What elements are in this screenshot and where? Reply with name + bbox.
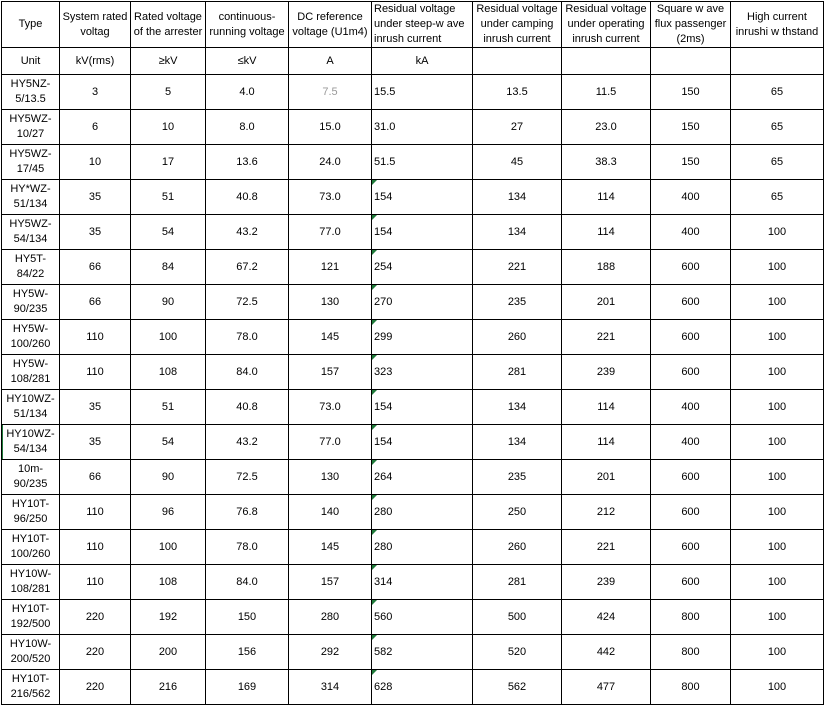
table-row: [2, 75, 824, 110]
unit-cell: [473, 48, 562, 75]
value-cell: 188: [562, 250, 651, 285]
type-cell: HY10WZ-51/134: [2, 390, 60, 425]
header-cell: continuous-running voltage: [206, 2, 289, 48]
value-cell: 10: [131, 110, 206, 145]
unit-cell: ≤kV: [206, 48, 289, 75]
value-cell: 43.2: [206, 215, 289, 250]
value-cell: 280: [372, 495, 473, 530]
value-cell: 130: [289, 460, 372, 495]
value-cell: 84.0: [206, 355, 289, 390]
table-row: [2, 530, 824, 565]
value-cell: 157: [289, 565, 372, 600]
value-cell: 23.0: [562, 110, 651, 145]
value-cell: 220: [60, 600, 131, 635]
value-cell: 154: [372, 425, 473, 460]
value-cell: 51: [131, 180, 206, 215]
value-cell: 110: [60, 355, 131, 390]
value-cell: 51: [131, 390, 206, 425]
value-cell: 100: [731, 355, 824, 390]
value-cell: 281: [473, 355, 562, 390]
value-cell: 78.0: [206, 320, 289, 355]
value-cell: 134: [473, 390, 562, 425]
value-cell: 6: [60, 110, 131, 145]
value-cell: 100: [731, 285, 824, 320]
header-cell: Rated voltage of the arrester: [131, 2, 206, 48]
table-row: [2, 670, 824, 705]
value-cell: 442: [562, 635, 651, 670]
value-cell: 254: [372, 250, 473, 285]
value-cell: 221: [473, 250, 562, 285]
header-cell: Residual voltage under operating inrush current: [562, 2, 651, 48]
value-cell: 582: [372, 635, 473, 670]
value-cell: 100: [731, 215, 824, 250]
type-cell: HY5WZ-17/45: [2, 145, 60, 180]
unit-cell: kV(rms): [60, 48, 131, 75]
value-cell: 100: [731, 565, 824, 600]
table-row: [2, 600, 824, 635]
value-cell: 11.5: [562, 75, 651, 110]
value-cell: 72.5: [206, 460, 289, 495]
table-row: [2, 460, 824, 495]
value-cell: 5: [131, 75, 206, 110]
table-row: [2, 495, 824, 530]
value-cell: 156: [206, 635, 289, 670]
value-cell: 212: [562, 495, 651, 530]
value-cell: 134: [473, 215, 562, 250]
value-cell: 150: [651, 145, 731, 180]
value-cell: 40.8: [206, 180, 289, 215]
value-cell: 76.8: [206, 495, 289, 530]
value-cell: 314: [289, 670, 372, 705]
value-cell: 40.8: [206, 390, 289, 425]
value-cell: 8.0: [206, 110, 289, 145]
table-row: [2, 180, 824, 215]
value-cell: 110: [60, 495, 131, 530]
value-cell: 260: [473, 530, 562, 565]
value-cell: 13.6: [206, 145, 289, 180]
unit-cell: [731, 48, 824, 75]
value-cell: 100: [731, 250, 824, 285]
value-cell: 100: [731, 425, 824, 460]
value-cell: 100: [731, 670, 824, 705]
value-cell: 27: [473, 110, 562, 145]
value-cell: 800: [651, 670, 731, 705]
value-cell: 110: [60, 565, 131, 600]
type-cell: HY5W-108/281: [2, 355, 60, 390]
unit-cell: kA: [372, 48, 473, 75]
value-cell: 65: [731, 180, 824, 215]
value-cell: 100: [731, 495, 824, 530]
type-cell: HY*WZ-51/134: [2, 180, 60, 215]
value-cell: 500: [473, 600, 562, 635]
value-cell: 7.5: [289, 75, 372, 110]
value-cell: 66: [60, 460, 131, 495]
value-cell: 145: [289, 530, 372, 565]
value-cell: 400: [651, 180, 731, 215]
type-cell: HY10T-216/562: [2, 670, 60, 705]
value-cell: 54: [131, 425, 206, 460]
value-cell: 600: [651, 565, 731, 600]
value-cell: 562: [473, 670, 562, 705]
value-cell: 38.3: [562, 145, 651, 180]
value-cell: 150: [651, 75, 731, 110]
value-cell: 221: [562, 320, 651, 355]
unit-cell: A: [289, 48, 372, 75]
value-cell: 154: [372, 215, 473, 250]
value-cell: 73.0: [289, 390, 372, 425]
type-cell: HY10W-200/520: [2, 635, 60, 670]
type-cell: HY5W-100/260: [2, 320, 60, 355]
value-cell: 280: [372, 530, 473, 565]
value-cell: 90: [131, 460, 206, 495]
value-cell: 314: [372, 565, 473, 600]
value-cell: 108: [131, 565, 206, 600]
value-cell: 10: [60, 145, 131, 180]
value-cell: 628: [372, 670, 473, 705]
value-cell: 600: [651, 530, 731, 565]
value-cell: 600: [651, 285, 731, 320]
value-cell: 72.5: [206, 285, 289, 320]
unit-cell: [651, 48, 731, 75]
header-cell: Residual voltage under steep-w ave inrush current: [372, 2, 473, 48]
value-cell: 477: [562, 670, 651, 705]
type-cell: HY5T-84/22: [2, 250, 60, 285]
value-cell: 3: [60, 75, 131, 110]
value-cell: 110: [60, 320, 131, 355]
value-cell: 84: [131, 250, 206, 285]
value-cell: 100: [131, 320, 206, 355]
value-cell: 400: [651, 390, 731, 425]
type-cell: HY5W-90/235: [2, 285, 60, 320]
value-cell: 31.0: [372, 110, 473, 145]
header-cell: Residual voltage under camping inrush current: [473, 2, 562, 48]
value-cell: 65: [731, 145, 824, 180]
value-cell: 90: [131, 285, 206, 320]
table-body: [2, 2, 824, 705]
table-row: [2, 285, 824, 320]
value-cell: 154: [372, 180, 473, 215]
type-cell: HY10W-108/281: [2, 565, 60, 600]
header-cell: DC reference voltage (U1m4): [289, 2, 372, 48]
value-cell: 280: [289, 600, 372, 635]
value-cell: 84.0: [206, 565, 289, 600]
value-cell: 134: [473, 425, 562, 460]
value-cell: 154: [372, 390, 473, 425]
value-cell: 114: [562, 390, 651, 425]
value-cell: 67.2: [206, 250, 289, 285]
value-cell: 66: [60, 250, 131, 285]
value-cell: 600: [651, 495, 731, 530]
value-cell: 235: [473, 285, 562, 320]
value-cell: 800: [651, 635, 731, 670]
type-cell: HY10T-100/260: [2, 530, 60, 565]
value-cell: 4.0: [206, 75, 289, 110]
value-cell: 114: [562, 180, 651, 215]
value-cell: 140: [289, 495, 372, 530]
value-cell: 114: [562, 425, 651, 460]
value-cell: 800: [651, 600, 731, 635]
value-cell: 201: [562, 285, 651, 320]
value-cell: 114: [562, 215, 651, 250]
type-cell: HY5WZ-10/27: [2, 110, 60, 145]
value-cell: 77.0: [289, 215, 372, 250]
value-cell: 200: [131, 635, 206, 670]
value-cell: 281: [473, 565, 562, 600]
value-cell: 220: [60, 635, 131, 670]
table-row: [2, 320, 824, 355]
value-cell: 77.0: [289, 425, 372, 460]
value-cell: 150: [651, 110, 731, 145]
value-cell: 600: [651, 250, 731, 285]
type-cell: HY10T-96/250: [2, 495, 60, 530]
value-cell: 520: [473, 635, 562, 670]
value-cell: 96: [131, 495, 206, 530]
value-cell: 45: [473, 145, 562, 180]
type-cell: HY5NZ-5/13.5: [2, 75, 60, 110]
value-cell: 100: [731, 635, 824, 670]
value-cell: 65: [731, 110, 824, 145]
value-cell: 192: [131, 600, 206, 635]
value-cell: 35: [60, 425, 131, 460]
value-cell: 600: [651, 320, 731, 355]
value-cell: 54: [131, 215, 206, 250]
value-cell: 250: [473, 495, 562, 530]
value-cell: 299: [372, 320, 473, 355]
header-cell: Type: [2, 2, 60, 48]
type-cell: HY10WZ-54/134: [2, 425, 60, 460]
value-cell: 424: [562, 600, 651, 635]
value-cell: 43.2: [206, 425, 289, 460]
value-cell: 134: [473, 180, 562, 215]
value-cell: 264: [372, 460, 473, 495]
value-cell: 400: [651, 215, 731, 250]
value-cell: 110: [60, 530, 131, 565]
value-cell: 35: [60, 215, 131, 250]
value-cell: 35: [60, 180, 131, 215]
value-cell: 15.0: [289, 110, 372, 145]
value-cell: 15.5: [372, 75, 473, 110]
table-row: [2, 565, 824, 600]
value-cell: 145: [289, 320, 372, 355]
value-cell: 35: [60, 390, 131, 425]
value-cell: 216: [131, 670, 206, 705]
unit-cell: ≥kV: [131, 48, 206, 75]
header-row: [2, 2, 824, 48]
value-cell: 24.0: [289, 145, 372, 180]
value-cell: 73.0: [289, 180, 372, 215]
value-cell: 221: [562, 530, 651, 565]
value-cell: 600: [651, 355, 731, 390]
value-cell: 100: [731, 320, 824, 355]
value-cell: 220: [60, 670, 131, 705]
value-cell: 270: [372, 285, 473, 320]
value-cell: 65: [731, 75, 824, 110]
value-cell: 78.0: [206, 530, 289, 565]
table-row: [2, 250, 824, 285]
value-cell: 51.5: [372, 145, 473, 180]
value-cell: 100: [731, 390, 824, 425]
table-row: [2, 390, 824, 425]
table-row: [2, 110, 824, 145]
header-cell: System rated voltag: [60, 2, 131, 48]
value-cell: 130: [289, 285, 372, 320]
value-cell: 235: [473, 460, 562, 495]
value-cell: 400: [651, 425, 731, 460]
value-cell: 323: [372, 355, 473, 390]
value-cell: 13.5: [473, 75, 562, 110]
value-cell: 157: [289, 355, 372, 390]
value-cell: 260: [473, 320, 562, 355]
type-cell: HY5WZ-54/134: [2, 215, 60, 250]
value-cell: 169: [206, 670, 289, 705]
table-row: [2, 355, 824, 390]
value-cell: 150: [206, 600, 289, 635]
value-cell: 100: [731, 530, 824, 565]
value-cell: 239: [562, 565, 651, 600]
table-row: [2, 145, 824, 180]
value-cell: 17: [131, 145, 206, 180]
value-cell: 100: [731, 460, 824, 495]
value-cell: 100: [731, 600, 824, 635]
value-cell: 100: [131, 530, 206, 565]
table-row: [2, 635, 824, 670]
value-cell: 121: [289, 250, 372, 285]
unit-row: [2, 48, 824, 75]
unit-cell: Unit: [2, 48, 60, 75]
table-row: [2, 215, 824, 250]
unit-cell: [562, 48, 651, 75]
value-cell: 239: [562, 355, 651, 390]
type-cell: 10m-90/235: [2, 460, 60, 495]
value-cell: 600: [651, 460, 731, 495]
value-cell: 66: [60, 285, 131, 320]
header-cell: High current inrushi w thstand: [731, 2, 824, 48]
value-cell: 201: [562, 460, 651, 495]
value-cell: 560: [372, 600, 473, 635]
value-cell: 292: [289, 635, 372, 670]
type-cell: HY10T-192/500: [2, 600, 60, 635]
value-cell: 108: [131, 355, 206, 390]
header-cell: Square w ave flux passenger (2ms): [651, 2, 731, 48]
arrester-spec-table: [1, 1, 824, 705]
table-row: [2, 425, 824, 460]
